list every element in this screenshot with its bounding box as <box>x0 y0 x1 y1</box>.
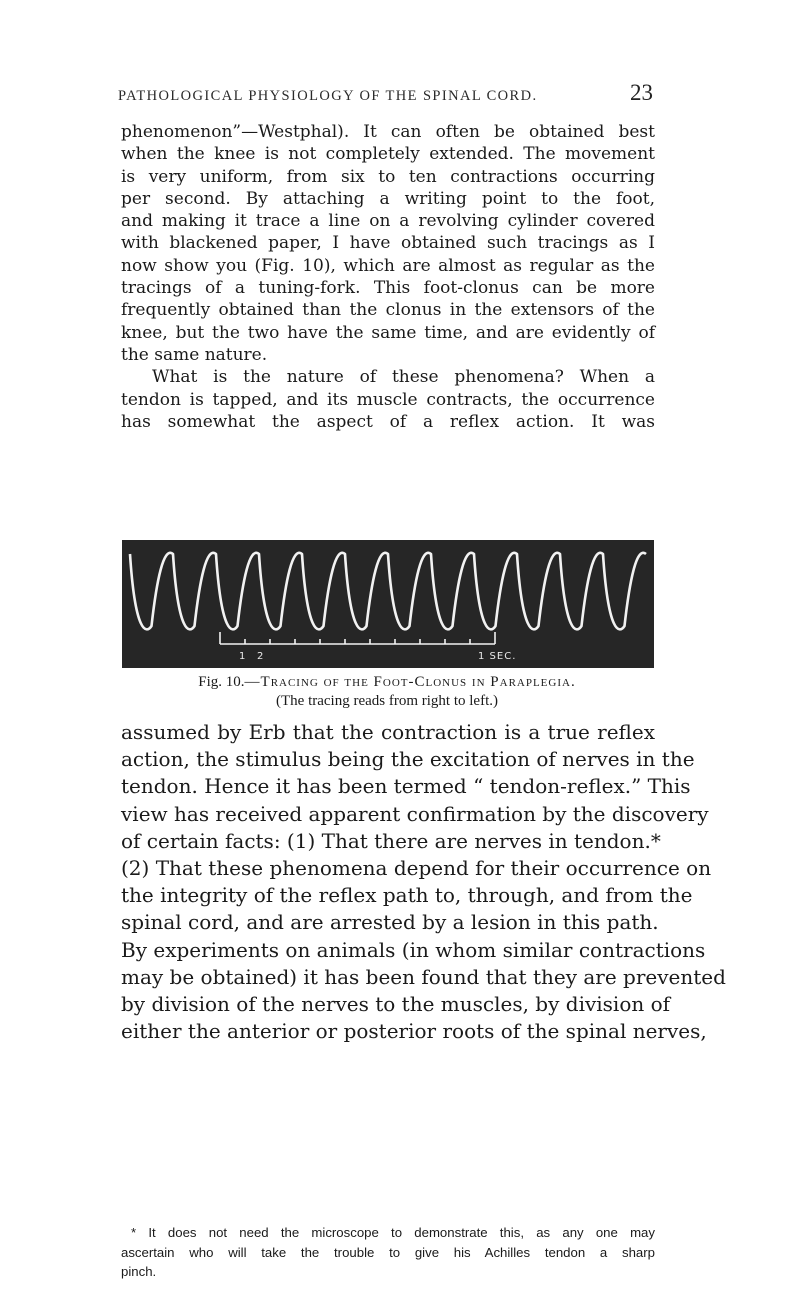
time-marker <box>220 632 495 644</box>
figure-note: (The tracing reads from right to left.) <box>276 693 498 709</box>
text-line: By experiments on animals (in whom similar contractions <box>121 937 706 962</box>
clonus-waveform <box>130 553 646 630</box>
footnote-line: * It does not need the microscope to demonstrate this, as any one may <box>131 1225 655 1240</box>
text-line: view has received apparent confirmation by the discovery <box>121 801 709 826</box>
text-line: the integrity of the reflex path to, through, and from the <box>121 883 693 908</box>
page-number: 23 <box>630 80 653 105</box>
text-line: knee, but the two have the same time, and are evidently of <box>121 322 655 343</box>
text-line: either the anterior or posterior roots of the spinal nerves, <box>121 1019 707 1044</box>
text-line: has somewhat the aspect of a reflex action. It was <box>121 411 655 432</box>
text-line: phenomenon”—Westphal). It can often be obtained best <box>121 122 655 142</box>
text-line: per second. By attaching a writing point to the foot, <box>121 188 655 209</box>
running-head: PATHOLOGICAL PHYSIOLOGY OF THE SPINAL CORD. <box>118 88 538 104</box>
footnote-line: pinch. <box>121 1264 157 1279</box>
figure-number: Fig. 10. <box>198 674 245 690</box>
figure-tracing <box>122 540 654 668</box>
text-line: frequently obtained than the clonus in the extensors of the <box>121 300 655 321</box>
body-text-top <box>121 121 655 433</box>
text-line: tracings of a tuning-fork. This foot-clonus can be more <box>121 278 655 299</box>
figure-caption <box>120 673 654 692</box>
text-line: tendon. Hence it has been termed “ tendon-reflex.” This <box>121 774 691 799</box>
text-line: spinal cord, and are arrested by a lesion in this path. <box>121 910 659 935</box>
text-line: assumed by Erb that the contraction is a true reflex <box>121 720 655 744</box>
text-line: What is the nature of these phenomena? When a <box>152 367 655 388</box>
text-line: and making it trace a line on a revolving cylinder covered <box>121 211 655 232</box>
footnote <box>121 1223 655 1282</box>
scale-label-sec: 1 SEC. <box>478 651 517 662</box>
text-line: the same nature. <box>121 344 268 365</box>
text-line: when the knee is not completely extended. The movement <box>121 144 655 165</box>
text-line: tendon is tapped, and its muscle contracts, the occurrence <box>121 389 655 410</box>
scale-label-1: 1 <box>239 651 246 662</box>
text-line: may be obtained) it has been found that they are prevented <box>121 964 726 989</box>
text-line: of certain facts: (1) That there are nerves in tendon.* <box>121 828 661 853</box>
text-line: action, the stimulus being the excitation of nerves in the <box>121 747 695 772</box>
tracing-graphic <box>122 540 654 668</box>
figure-title: —Tracing of the Foot-Clonus in Paraplegia. <box>244 674 576 690</box>
text-line: by division of the nerves to the muscles, by division of <box>121 991 671 1016</box>
text-line: with blackened paper, I have obtained such tracings as I <box>121 233 655 254</box>
text-line: now show you (Fig. 10), which are almost as regular as the <box>121 255 655 276</box>
text-line: is very uniform, from six to ten contractions occurring <box>121 166 655 187</box>
scale-label-2: 2 <box>257 651 264 662</box>
footnote-line: ascertain who will take the trouble to give his Achilles tendon a sharp <box>121 1244 655 1260</box>
text-line: (2) That these phenomena depend for their occurrence on <box>121 855 712 880</box>
body-text-bottom <box>121 719 726 1045</box>
